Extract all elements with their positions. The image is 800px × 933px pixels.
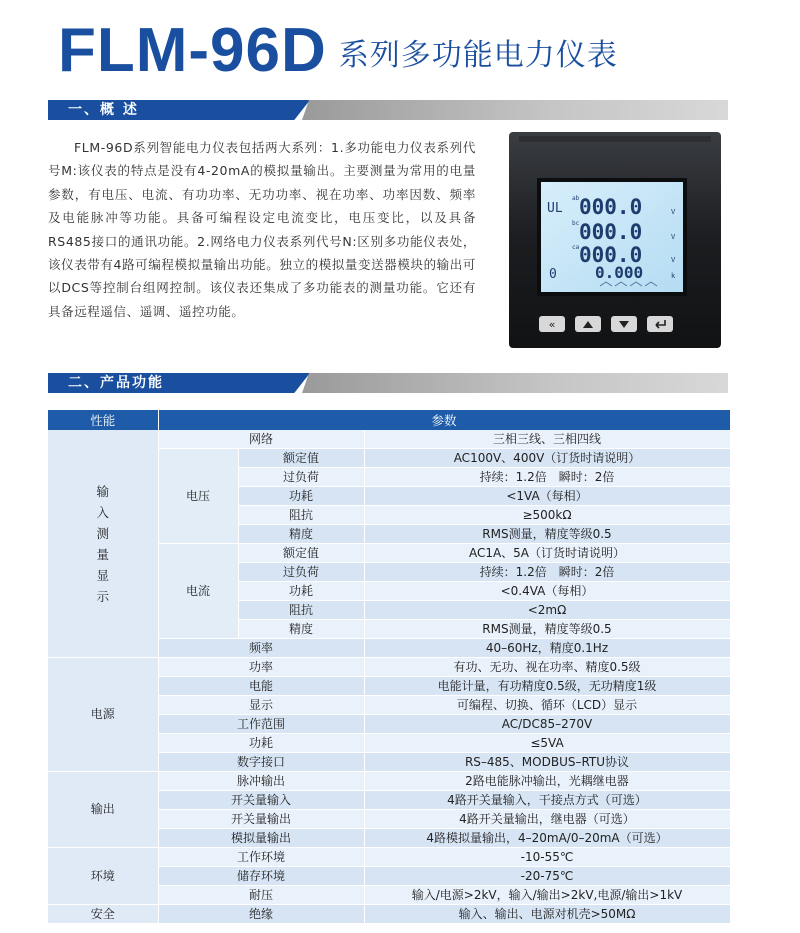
row-value: 三相三线、三相四线: [364, 430, 730, 449]
lcd-row-1-tag: ab: [572, 195, 580, 202]
row-label: 模拟量输出: [158, 829, 364, 848]
row-label: 功耗: [238, 582, 364, 601]
row-label: 开关量输出: [158, 810, 364, 829]
row-value: 40–60Hz，精度0.1Hz: [364, 639, 730, 658]
row-value: 2路电能脉冲输出，光耦继电器: [364, 772, 730, 791]
button-enter: [647, 316, 673, 332]
row-value: -10-55℃: [364, 848, 730, 867]
lcd-row-1-unit: V: [671, 208, 676, 216]
meter-top-edge: [519, 136, 711, 142]
row-value: 持续：1.2倍 瞬时：2倍: [364, 468, 730, 487]
row-label: 频率: [158, 639, 364, 658]
row-label: 工作范围: [158, 715, 364, 734]
row-value: 输入、输出、电源对机壳>50MΩ: [364, 905, 730, 924]
meter-illustration: [505, 128, 725, 352]
section-bar-gray: [302, 100, 728, 120]
row-value: 输入/电源>2kV，输入/输出>2kV,电源/输出>1kV: [364, 886, 730, 905]
row-value: 持续：1.2倍 瞬时：2倍: [364, 563, 730, 582]
page-title: [58, 12, 618, 85]
group-voltage: 电压: [158, 449, 238, 544]
row-label: 过负荷: [238, 468, 364, 487]
row-value: 4路开关量输入，干接点方式（可选）: [364, 791, 730, 810]
row-value: 电能计量，有功精度0.5级，无功精度1级: [364, 677, 730, 696]
section-title-functions: 二、产品功能: [68, 375, 164, 391]
table-row: [48, 848, 730, 867]
overview-paragraph: [48, 136, 476, 323]
row-label: 额定值: [238, 449, 364, 468]
lcd-row-2-unit: V: [671, 233, 676, 241]
row-label: 显示: [158, 696, 364, 715]
group-safety: 安全: [48, 905, 158, 924]
row-value: ≤5VA: [364, 734, 730, 753]
model-name: FLM-96D: [58, 16, 327, 85]
row-value: AC1A、5A（订货时请说明）: [364, 544, 730, 563]
row-value: RMS测量，精度等级0.5: [364, 525, 730, 544]
row-label: 额定值: [238, 544, 364, 563]
group-power-supply: 电源: [48, 658, 158, 772]
group-current: 电流: [158, 544, 238, 639]
row-value: 4路模拟量输出，4–20mA/0–20mA（可选）: [364, 829, 730, 848]
row-label: 电能: [158, 677, 364, 696]
lcd-row-4-left: 0: [549, 267, 557, 282]
row-label: 数字接口: [158, 753, 364, 772]
table-row: [48, 658, 730, 677]
table-row: [48, 772, 730, 791]
lcd-row-2-value: 000.0: [579, 220, 643, 244]
lcd-row-3-tag: ca: [572, 244, 580, 251]
lcd-row-4-unit: k: [671, 272, 676, 280]
row-label: 网络: [158, 430, 364, 449]
table-row: [48, 430, 730, 449]
row-value: 4路开关量输出，继电器（可选）: [364, 810, 730, 829]
row-label: 精度: [238, 620, 364, 639]
header-parameters: 参数: [158, 410, 730, 430]
row-label: 绝缘: [158, 905, 364, 924]
row-value: -20-75℃: [364, 867, 730, 886]
row-label: 脉冲输出: [158, 772, 364, 791]
row-value: 可编程、切换、循环（LCD）显示: [364, 696, 730, 715]
lcd-row-4-value: 0.000: [595, 263, 644, 282]
header-performance: 性能: [48, 410, 158, 430]
spec-table: [48, 410, 731, 924]
row-label: 开关量输入: [158, 791, 364, 810]
row-label: 工作环境: [158, 848, 364, 867]
row-value: <0.4VA（每相）: [364, 582, 730, 601]
lcd-row-1-value: 000.0: [579, 195, 643, 219]
section-header-functions: [48, 373, 728, 393]
row-value: RMS测量，精度等级0.5: [364, 620, 730, 639]
row-value: <1VA（每相）: [364, 487, 730, 506]
group-input-measure-display: 输入测量显示: [48, 430, 158, 658]
section-bar-gray: [302, 373, 728, 393]
row-label: 耐压: [158, 886, 364, 905]
row-label: 精度: [238, 525, 364, 544]
lcd-row-1-left: UL: [547, 201, 563, 216]
row-label: 功率: [158, 658, 364, 677]
lcd-row-3-unit: V: [671, 256, 676, 264]
lcd-row-2-tag: bc: [572, 220, 580, 227]
lcd-row-3-value: 000.0: [579, 243, 643, 267]
row-label: 功耗: [158, 734, 364, 753]
row-value: <2mΩ: [364, 601, 730, 620]
table-header-row: [48, 410, 730, 430]
meter-product-image: [505, 128, 725, 352]
row-value: AC/DC85–270V: [364, 715, 730, 734]
row-label: 功耗: [238, 487, 364, 506]
group-output: 输出: [48, 772, 158, 848]
table-row: [48, 905, 730, 924]
row-value: 有功、无功、视在功率、精度0.5级: [364, 658, 730, 677]
row-label: 阻抗: [238, 506, 364, 525]
row-value: ≥500kΩ: [364, 506, 730, 525]
section-header-overview: [48, 100, 728, 120]
product-subtitle: 系列多功能电力仪表: [338, 38, 618, 73]
group-environment: 环境: [48, 848, 158, 905]
row-value: AC100V、400V（订货时请说明）: [364, 449, 730, 468]
back-icon: «: [548, 318, 556, 331]
overview-text: FLM-96D系列智能电力仪表包括两大系列：1.多功能电力仪表系列代号M:该仪表的特点是没有4-20mA的模拟量输出。主要测量为常用的电量参数，有电压、电流、有功功率、无功功率、视在功率、功率因数、频率及电能脉冲等功能。具备可编程设定电流变比，电压变比，以及具备RS485接口的通讯功能。2.网络电力仪表系列代号N:区别多功能仪表处，该仪表带有4路可编程模拟量输出功能。独立的模拟量变送器模块的输出可以DCS等控制台组网控制。该仪表还集成了多功能表的测量功能。它还有具备远程遥信、遥调、遥控功能。: [48, 140, 476, 319]
row-label: 阻抗: [238, 601, 364, 620]
row-label: 储存环境: [158, 867, 364, 886]
section-title-overview: 一、概 述: [68, 102, 139, 118]
row-label: 过负荷: [238, 563, 364, 582]
row-value: RS–485、MODBUS–RTU协议: [364, 753, 730, 772]
